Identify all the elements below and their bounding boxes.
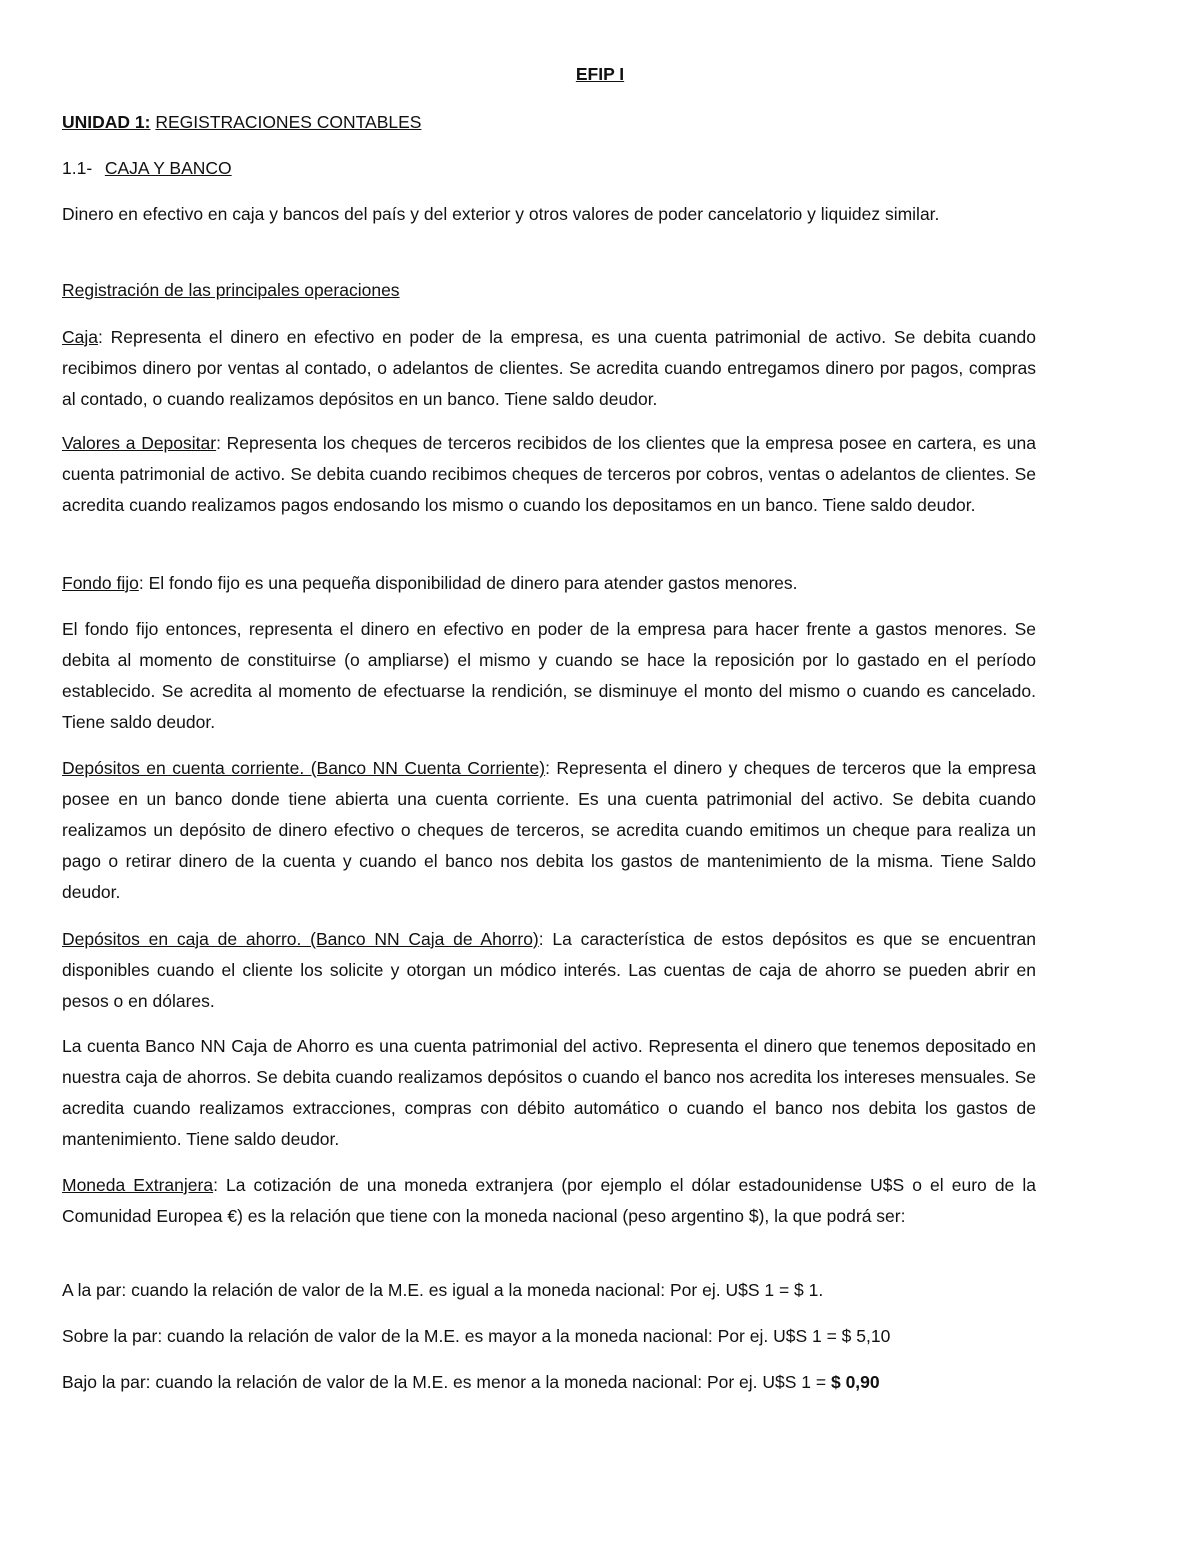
fondo-text: : El fondo fijo es una pequeña disponibilidad de dinero para atender gastos menores. <box>138 573 798 593</box>
ahorro-detail-paragraph: La cuenta Banco NN Caja de Ahorro es una cuenta patrimonial del activo. Representa el dinero que tenemos depositado en nuestra caja de ahorros. Se debita cuando realizamos depósitos o cuando el banco nos acredita los intereses mensuales. Se acredita cuando realizamos extracciones, compras con débito automático o cuando el banco nos debita los gastos de mantenimiento. Tiene saldo deudor. <box>62 1036 1036 1149</box>
ahorro-paragraph <box>62 924 1036 1017</box>
parity-bajo-value: $ 0,90 <box>830 1372 880 1392</box>
document-title: EFIP I <box>575 64 625 84</box>
subheading <box>62 280 400 301</box>
ahorro-term: Depósitos en caja de ahorro. (Banco NN Caja de Ahorro) <box>62 929 539 949</box>
fondo-paragraph <box>62 568 1036 599</box>
corriente-text: : Representa el dinero y cheques de terceros que la empresa posee en un banco donde tiene abierta una cuenta corriente. Es una cuenta patrimonial del activo. Se debita cuando realizamos un depósito de dinero efectivo o cheques de terceros, se acredita cuando emitimos un cheque para realiza un pago o retirar dinero de la cuenta y cuando el banco nos debita los gastos de mantenimiento de la misma. Tiene Saldo deudor. <box>62 758 1036 902</box>
caja-term: Caja <box>62 327 98 347</box>
valores-paragraph <box>62 428 1036 521</box>
parity-bajo-la-par <box>62 1372 880 1393</box>
valores-text: : Representa los cheques de terceros recibidos de los clientes que la empresa posee en cartera, es una cuenta patrimonial de activo. Se debita cuando recibimos cheques de terceros por cobros, ventas o adelantos de clientes. Se acredita cuando realizamos pagos endosando los mismo o cuando los depositamos en un banco. Tiene saldo deudor. <box>62 433 1036 515</box>
moneda-term: Moneda Extranjera <box>62 1175 214 1195</box>
parity-bajo-text: Bajo la par: cuando la relación de valor de la M.E. es menor a la moneda nacional: Por ej. U$S 1 = <box>62 1372 831 1392</box>
parity-sobre-la-par: Sobre la par: cuando la relación de valor de la M.E. es mayor a la moneda nacional: Por ej. U$S 1 = $ 5,10 <box>62 1326 891 1346</box>
section-number: 1.1- <box>62 158 93 178</box>
parity-a-la-par: A la par: cuando la relación de valor de la M.E. es igual a la moneda nacional: Por ej. U$S 1 = $ 1. <box>62 1280 824 1300</box>
moneda-paragraph <box>62 1170 1036 1232</box>
section-heading <box>62 158 232 179</box>
corriente-paragraph <box>62 753 1036 908</box>
intro-paragraph: Dinero en efectivo en caja y bancos del país y del exterior y otros valores de poder cancelatorio y liquidez similar. <box>62 204 940 224</box>
caja-paragraph <box>62 322 1036 415</box>
fondo-term: Fondo fijo <box>62 573 139 593</box>
unit-heading <box>62 112 421 133</box>
fondo-detail-paragraph: El fondo fijo entonces, representa el dinero en efectivo en poder de la empresa para hacer frente a gastos menores. Se debita al momento de constituirse (o ampliarse) el mismo y cuando se hace la reposición por lo gastado en el período establecido. Se acredita al momento de efectuarse la rendición, se disminuye el monto del mismo o cuando es cancelado. Tiene saldo deudor. <box>62 619 1036 732</box>
subheading-text: Registración de las principales operaciones <box>62 280 400 300</box>
unit-label: UNIDAD 1: <box>62 112 151 132</box>
caja-text: : Representa el dinero en efectivo en poder de la empresa, es una cuenta patrimonial de activo. Se debita cuando recibimos dinero por ventas al contado, o adelantos de clientes. Se acredita cuando entregamos dinero por pagos, compras al contado, o cuando realizamos depósitos en un banco. Tiene saldo deudor. <box>62 327 1036 409</box>
moneda-text: : La cotización de una moneda extranjera (por ejemplo el dólar estadounidense U$S o el euro de la Comunidad Europea €) es la relación que tiene con la moneda nacional (peso argentino $), la que podrá ser: <box>62 1175 1036 1226</box>
corriente-term: Depósitos en cuenta corriente. (Banco NN Cuenta Corriente) <box>62 758 546 778</box>
ahorro-text: : La característica de estos depósitos es que se encuentran disponibles cuando el cliente los solicite y otorgan un módico interés. Las cuentas de caja de ahorro se pueden abrir en pesos o en dólares. <box>62 929 1036 1011</box>
section-name: CAJA Y BANCO <box>104 158 232 178</box>
unit-name: REGISTRACIONES CONTABLES <box>155 112 422 132</box>
valores-term: Valores a Depositar <box>62 433 217 453</box>
